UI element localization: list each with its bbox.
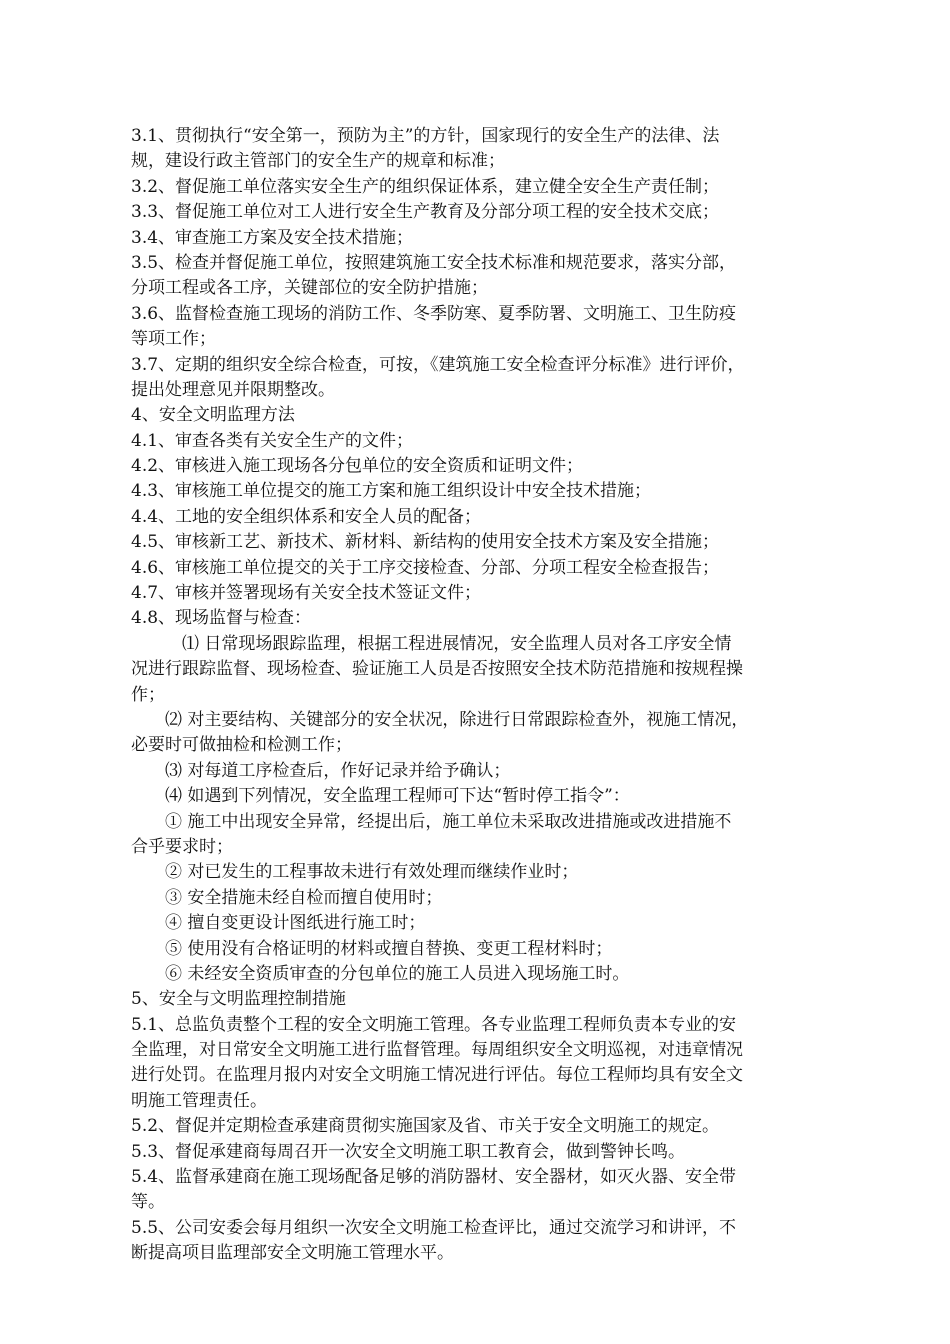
- paragraph-line: ② 对已发生的工程事故未进行有效处理而继续作业时；: [165, 862, 579, 883]
- paragraph-line: 等。: [131, 1192, 165, 1213]
- paragraph-line: 合乎要求时；: [131, 836, 233, 857]
- section-heading: 5、安全与文明监理控制措施: [131, 989, 346, 1010]
- paragraph-line: 3.2、督促施工单位落实安全生产的组织保证体系，建立健全安全生产责任制；: [131, 176, 720, 197]
- paragraph-line: 5.5、公司安委会每月组织一次安全文明施工检查评比，通过交流学习和讲评，不: [131, 1217, 737, 1238]
- paragraph-line: 4.7、审核并签署现场有关安全技术签证文件；: [131, 583, 482, 604]
- paragraph-line: 规，建设行政主管部门的安全生产的规章和标准；: [131, 151, 505, 172]
- paragraph-line: 等项工作；: [131, 329, 216, 350]
- paragraph-line: 5.2、督促并定期检查承建商贯彻实施国家及省、市关于安全文明施工的规定。: [131, 1116, 720, 1137]
- paragraph-line: 提出处理意见并限期整改。: [131, 379, 335, 400]
- paragraph-line: 4.2、审核进入施工现场各分包单位的安全资质和证明文件；: [131, 456, 584, 477]
- paragraph-line: 5.1、总监负责整个工程的安全文明施工管理。各专业监理工程师负责本专业的安: [131, 1014, 737, 1035]
- paragraph-line: ① 施工中出现安全异常，经提出后，施工单位未采取改进措施或改进措施不: [165, 811, 732, 832]
- paragraph-line: 5.4、监督承建商在施工现场配备足够的消防器材、安全器材，如灭火器、安全带: [131, 1167, 737, 1188]
- paragraph-line: 4.1、审查各类有关安全生产的文件；: [131, 430, 414, 451]
- paragraph-line: 4.8、现场监督与检查：: [131, 608, 312, 629]
- paragraph-line: ⑷ 如遇到下列情况，安全监理工程师可下达“暂时停工指令”：: [165, 786, 630, 807]
- paragraph-line: 断提高项目监理部安全文明施工管理水平。: [131, 1243, 454, 1264]
- paragraph-line: 明施工管理责任。: [131, 1090, 267, 1111]
- paragraph-line: 3.4、审查施工方案及安全技术措施；: [131, 227, 414, 248]
- paragraph-line: ⑵ 对主要结构、关键部分的安全状况，除进行日常跟踪检查外，视施工情况，: [165, 709, 749, 730]
- paragraph-line: ③ 安全措施未经自检而擅自使用时；: [165, 887, 443, 908]
- paragraph-line: 全监理，对日常安全文明施工进行监督管理。每周组织安全文明巡视，对违章情况: [131, 1040, 743, 1061]
- paragraph-line: 况进行跟踪监督、现场检查、验证施工人员是否按照安全技术防范措施和按规程操: [131, 659, 743, 680]
- paragraph-line: 3.7、定期的组织安全综合检查，可按，《建筑施工安全检查评分标准》进行评价，: [131, 354, 745, 375]
- paragraph-line: 4.6、审核施工单位提交的关于工序交接检查、分部、分项工程安全检查报告；: [131, 557, 720, 578]
- section-heading: 4、安全文明监理方法: [131, 405, 295, 426]
- paragraph-line: 作；: [131, 684, 165, 705]
- paragraph-line: 必要时可做抽检和检测工作；: [131, 735, 352, 756]
- paragraph-line: ⑤ 使用没有合格证明的材料或擅自替换、变更工程材料时；: [165, 938, 613, 959]
- paragraph-line: 4.4、工地的安全组织体系和安全人员的配备；: [131, 506, 482, 527]
- paragraph-line: 4.3、审核施工单位提交的施工方案和施工组织设计中安全技术措施；: [131, 481, 652, 502]
- paragraph-line: 5.3、督促承建商每周召开一次安全文明施工职工教育会，做到警钟长鸣。: [131, 1141, 686, 1162]
- paragraph-line: 3.3、督促施工单位对工人进行安全生产教育及分部分项工程的安全技术交底；: [131, 202, 720, 223]
- paragraph-line: 分项工程或各工序，关键部位的安全防护措施；: [131, 278, 488, 299]
- paragraph-line: ⑶ 对每道工序检查后，作好记录并给予确认；: [165, 760, 511, 781]
- paragraph-line: ④ 擅自变更设计图纸进行施工时；: [165, 913, 426, 934]
- paragraph-line: 3.5、检查并督促施工单位，按照建筑施工安全技术标准和规范要求，落实分部，: [131, 252, 737, 273]
- document-body: [131, 124, 829, 1267]
- paragraph-line: 进行处罚。在监理月报内对安全文明施工情况进行评估。每位工程师均具有安全文: [131, 1065, 743, 1086]
- paragraph-line: 4.5、审核新工艺、新技术、新材料、新结构的使用安全技术方案及安全措施；: [131, 532, 720, 553]
- paragraph-line: ⑥ 未经安全资质审查的分包单位的施工人员进入现场施工时。: [165, 963, 630, 984]
- paragraph-line: 3.1、贯彻执行“安全第一，预防为主”的方针，国家现行的安全生产的法律、法: [131, 126, 720, 146]
- paragraph-line: 3.6、监督检查施工现场的消防工作、冬季防寒、夏季防署、文明施工、卫生防疫: [131, 303, 737, 324]
- paragraph-line: ⑴ 日常现场跟踪监理，根据工程进展情况，安全监理人员对各工序安全情: [182, 633, 732, 654]
